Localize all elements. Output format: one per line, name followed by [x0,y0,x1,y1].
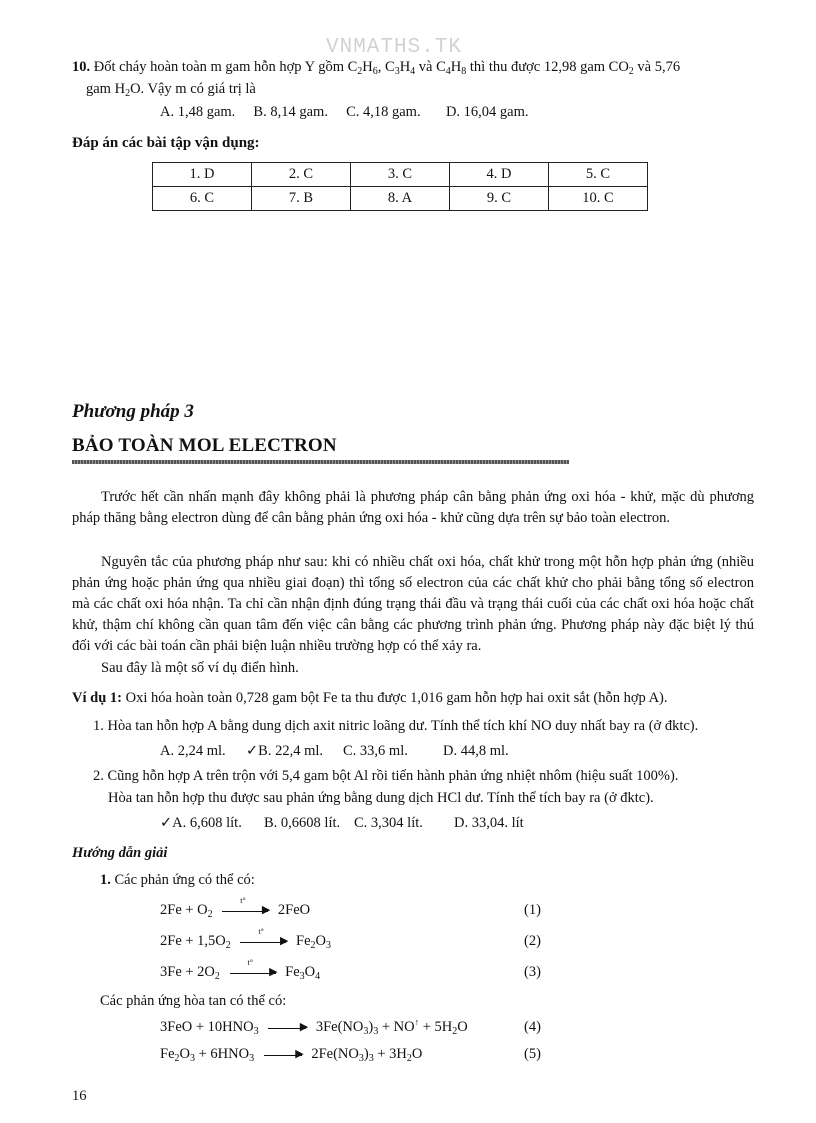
paragraph-principle: Nguyên tắc của phương pháp như sau: khi có nhiều chất oxi hóa, chất khử trong một hỗn hợp phản ứng (nhiều phản ứng hoặc phản ứng qua nhiều giai đoạn) thì tổng số electron của các chất khử cho phải bằng tổng số electron mà các chất oxi hóa nhận. Ta chỉ cần nhận định đúng trạng thái đầu và trạng thái cuối của các chất oxi hóa hoặc chất khử, thậm chí không cần quan tâm đến việc cân bằng các phương trình phản ứng. Phương pháp này đặc biệt lý thú đối với các bài toán cần phải biện luận nhiều trường hợp có thể xảy ra. [72,554,754,654]
dissolve-intro: Các phản ứng hòa tan có thể có: [100,993,287,1009]
example-question-1: 1. Hòa tan hỗn hợp A bằng dung dịch axit nitric loãng dư. Tính thể tích khí NO duy nhất bay ra (ở đktc). [93,718,699,734]
option: B. 0,6608 lít. [264,815,341,831]
arrow-label: t° [258,926,264,936]
q10-text: O. Vậy m có giá trị là [130,81,256,97]
table-cell: 4. D [450,163,549,187]
equation-5: $Fe_2O_3 + 6HNO_3$ ▶ $2Fe(NO_3)_3 + 3H_2O$ [160,1046,423,1064]
example-text: Oxi hóa hoàn toàn 0,728 gam bột Fe ta thu được 1,016 gam hỗn hợp hai oxit sắt (hỗn hợp A). [121,690,668,706]
equation-3: $3Fe + 2O_2$ t° ▶ $Fe_3O_4$ [160,957,321,982]
table-cell: 2. C [252,163,351,187]
equation-number: (3) [524,964,541,980]
option: C. 3,304 lít. [354,815,423,831]
equation-2: $2Fe + 1,5O_2$ t° ▶ $Fe_2O_3$ [160,926,332,951]
step-number: 1. [100,872,111,888]
arrow-label: t° [240,895,246,905]
solution-heading: Hướng dẫn giải [72,845,168,861]
table-row [153,187,648,211]
q10-text: Đốt cháy hoàn toàn m gam hỗn hợp Y gồm C [93,59,358,75]
q10-text: thì thu được 12,98 gam CO [466,59,629,75]
table-row [153,163,648,187]
equation-4: $3FeO + 10HNO_3$ ▶ $3Fe(NO_3)_3 + NO^↑ + 5H_2O$ [160,1017,468,1037]
equation-number: (5) [524,1046,541,1062]
paragraph-intro: Trước hết cần nhấn mạnh đây không phải là phương pháp cân bằng phản ứng oxi hóa - khử, mặc dù phương pháp thăng bằng electron dùng để cân bằng phản ứng oxi hóa - khử cũng dựa trên sự bảo toàn electron. [72,489,754,526]
table-cell: 9. C [450,187,549,211]
equation-number: (4) [524,1019,541,1035]
solution-step-1 [100,872,255,889]
answer-table [152,162,648,211]
q10-text: , C [377,59,395,75]
equation-number: (2) [524,933,541,949]
step-text: Các phản ứng có thể có: [110,872,255,888]
example-question-2-line2: Hòa tan hỗn hợp thu được sau phản ứng bằng dung dịch HCl dư. Tính thể tích bay ra (ở đktc). [108,790,654,806]
equation-number: (1) [524,902,541,918]
example-question-1-options [160,743,509,760]
option: C. 33,6 ml. [343,743,408,759]
arrow-icon: ▶ [268,1027,306,1029]
table-cell: 8. A [351,187,450,211]
option: D. 44,8 ml. [443,743,509,759]
table-cell: 5. C [549,163,648,187]
question-10-options: A. 1,48 gam. B. 8,14 gam. C. 4,18 gam. D. 16,04 gam. [160,104,529,120]
question-10-line2: gam $H_2O$. Vậy m có giá trị là [86,81,256,99]
example-question-2-line1: 2. Cũng hỗn hợp A trên trộn với 5,4 gam bột Al rồi tiến hành phản ứng nhiệt nhôm (hiệu suất 100%). [93,768,679,784]
method-title: Phương pháp 3 [72,401,194,422]
table-cell: 7. B [252,187,351,211]
question-10-line1: 10. Đốt cháy hoàn toàn m gam hỗn hợp Y gồm $C_2H_6$, $C_3H_4$ và $C_4H_8$ thì thu được 12,98 gam $CO_2$ và 5,76 [72,59,681,77]
watermark: VNMATHS.TK [326,36,463,59]
q10-text: và 5,76 [633,59,681,75]
q10-text: H [450,59,462,75]
option: D. 33,04. lít [454,815,524,831]
table-cell: 10. C [549,187,648,211]
table-cell: 1. D [153,163,252,187]
question-number: 10. [72,59,91,75]
arrow-icon: t° ▶ [230,972,276,974]
table-cell: 6. C [153,187,252,211]
option-correct: ✓B. 22,4 ml. [246,743,324,759]
example-question-2-options [160,815,524,832]
table-cell: 3. C [351,163,450,187]
heading-rule [72,460,569,464]
q10-text: và C [415,59,446,75]
option: A. 2,24 ml. [160,743,226,759]
paragraph-examples-intro: Sau đây là một số ví dụ điển hình. [101,660,299,676]
example-1 [72,690,668,707]
arrow-label: t° [247,957,253,967]
q10-text: H [362,59,373,75]
arrow-icon: t° ▶ [222,910,268,912]
example-label: Ví dụ 1: [72,690,122,706]
equation-1: $2Fe + O_2$ t° ▶ 2FeO [160,895,311,920]
arrow-icon: ▶ [264,1054,302,1056]
arrow-icon: t° ▶ [240,941,286,943]
q10-text: H [399,59,411,75]
page-number: 16 [72,1088,87,1104]
section-heading: BẢO TOÀN MOL ELECTRON [72,435,337,456]
option-correct: ✓A. 6,608 lít. [160,815,242,831]
q10-text: gam H [86,81,126,97]
answers-heading: Đáp án các bài tập vận dụng: [72,135,260,151]
